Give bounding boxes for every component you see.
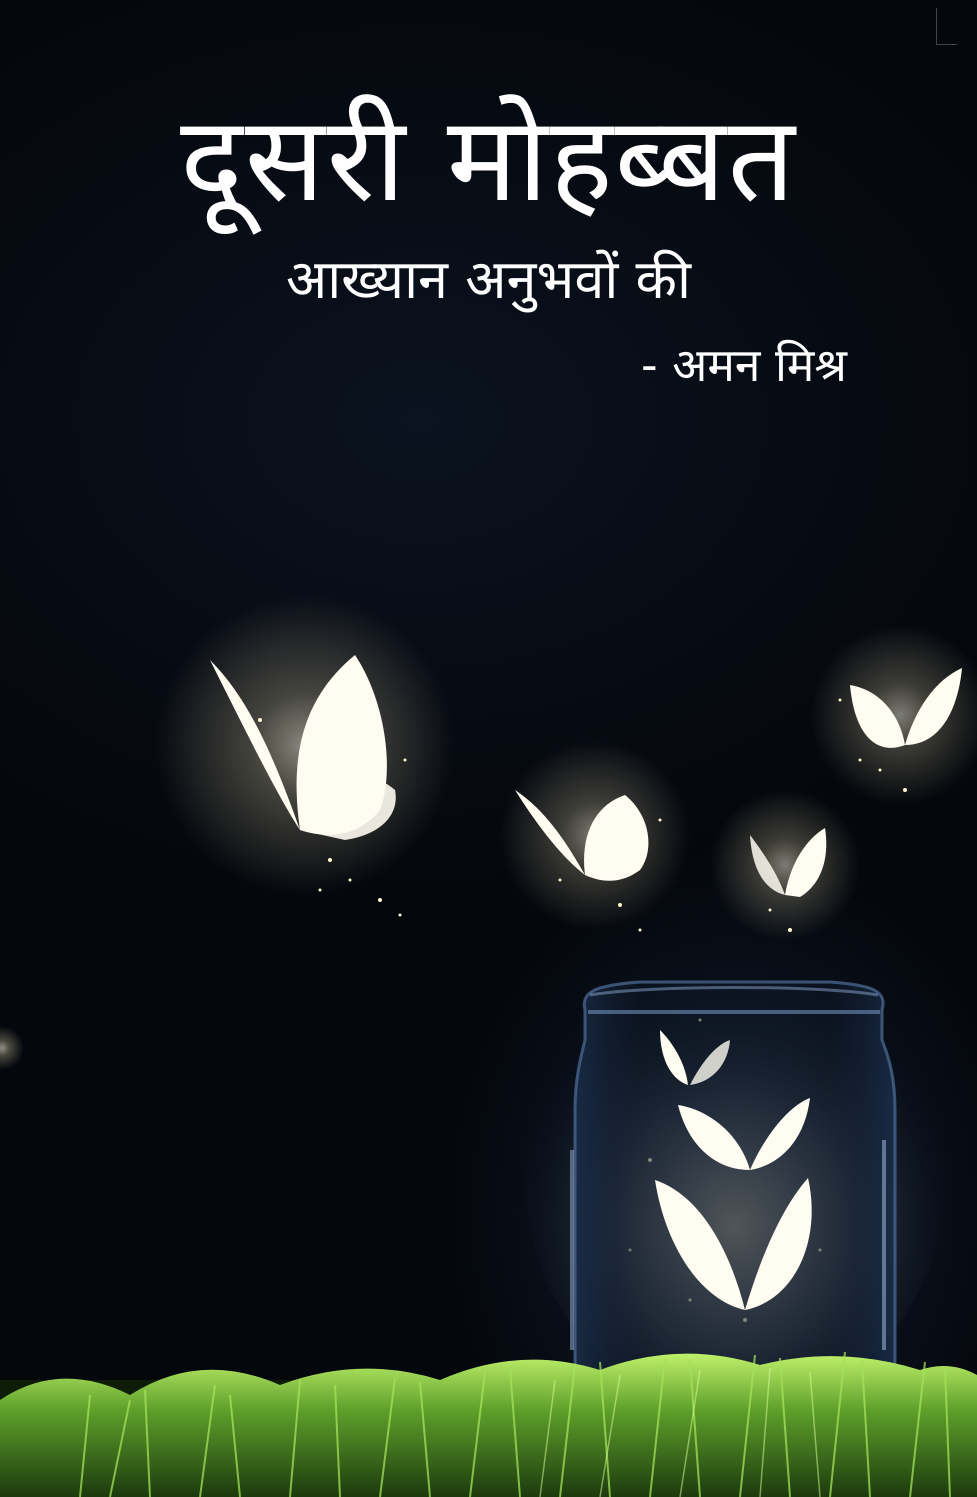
author-name: - अमन मिश्र	[640, 338, 847, 392]
firefly-glow	[0, 1026, 24, 1070]
corner-mark	[936, 8, 957, 45]
book-subtitle: आख्यान अनुभवों की	[285, 248, 692, 311]
book-title: दूसरी मोहब्बत	[180, 90, 797, 228]
grass-icon	[0, 1352, 977, 1497]
glass-jar-icon	[525, 950, 945, 1410]
butterfly-halos	[155, 595, 977, 940]
